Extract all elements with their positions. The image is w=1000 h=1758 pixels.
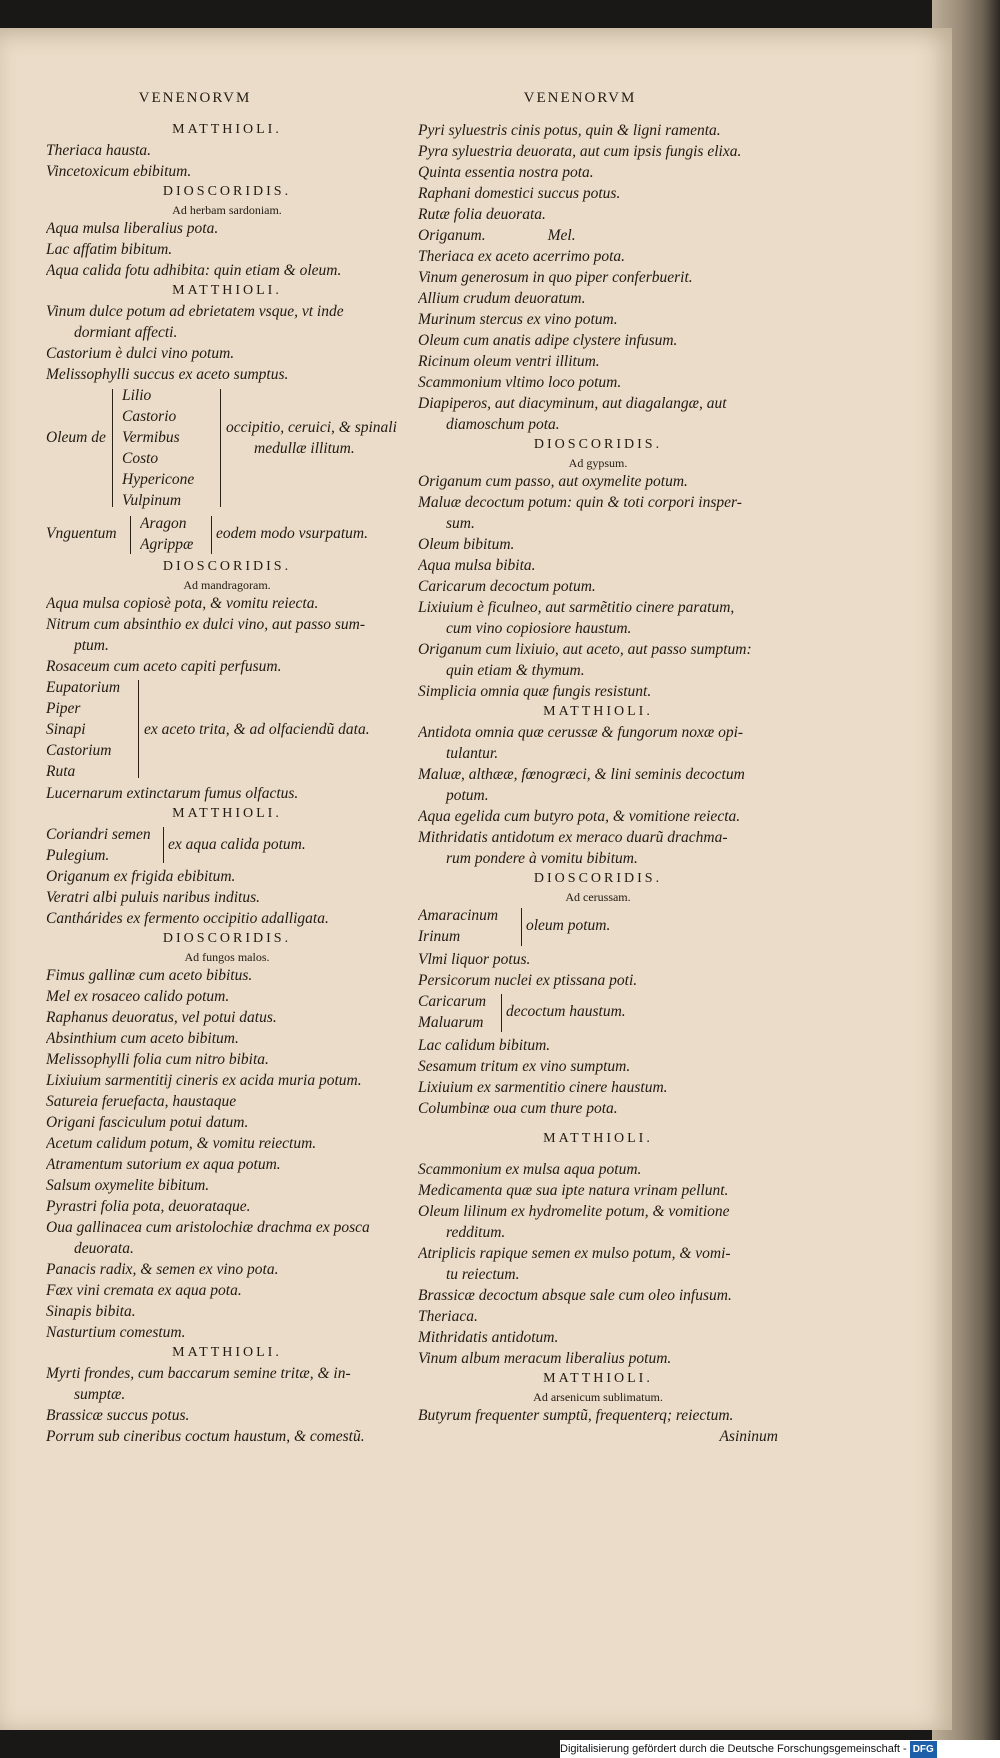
- remedy-line: Oua gallinacea cum aristolochiæ drachma ex posca: [46, 1219, 370, 1236]
- remedy-line: Persicorum nuclei ex ptissana poti.: [418, 972, 638, 989]
- remedy-line: Rosaceum cum aceto capiti perfusum.: [46, 658, 282, 675]
- remedy-line: dormiant affecti.: [74, 324, 178, 341]
- section-subheading: Ad herbam sardoniam.: [172, 203, 282, 217]
- remedy-line: Castorium è dulci vino potum.: [46, 345, 235, 362]
- remedy-line: Mithridatis antidotum ex meraco duarũ drachma-: [418, 829, 728, 846]
- brace-label: Oleum de: [46, 429, 106, 446]
- remedy-line: Rutæ folia deuorata.: [418, 206, 546, 223]
- brace-item: Agrippæ: [140, 536, 194, 553]
- remedy-line: Scammonium vltimo loco potum.: [418, 374, 622, 391]
- brace-item: Caricarum: [418, 993, 487, 1010]
- remedy-line: Origani fasciculum potui datum.: [46, 1114, 249, 1131]
- digitization-credit: [560, 1740, 1000, 1758]
- remedy-line: Origanum. Mel.: [418, 227, 576, 244]
- remedy-line: Lac calidum bibitum.: [418, 1037, 551, 1054]
- remedy-line: Vlmi liquor potus.: [418, 951, 531, 968]
- remedy-line: tulantur.: [446, 745, 499, 762]
- left-column: [46, 120, 408, 1447]
- section-heading: MATTHIOLI.: [172, 806, 282, 821]
- remedy-line: Raphani domestici succus potus.: [418, 185, 621, 202]
- remedy-line: Melissophylli succus ex aceto sumptus.: [46, 366, 289, 383]
- remedy-line: ptum.: [74, 637, 109, 654]
- remedy-line: Aqua calida fotu adhibita: quin etiam & oleum.: [46, 262, 342, 279]
- catchword: Asininum: [719, 1428, 778, 1445]
- coriandri-brace-group: [46, 824, 408, 866]
- remedy-line: Pyrastri folia pota, deuorataque.: [46, 1198, 251, 1215]
- section-heading: MATTHIOLI.: [172, 283, 282, 298]
- remedy-line: Aqua mulsa copiosè pota, & vomitu reiecta.: [46, 595, 319, 612]
- remedy-line: Porrum sub cineribus coctum haustum, & comestũ.: [46, 1428, 365, 1445]
- section-heading: MATTHIOLI.: [543, 704, 653, 719]
- brace-item: Amaracinum: [418, 907, 499, 924]
- remedy-line: Vinum album meracum liberalius potum.: [418, 1350, 672, 1367]
- brace-result: eodem modo vsurpatum.: [216, 525, 368, 542]
- remedy-line: Myrti frondes, cum baccarum semine tritæ, & in-: [46, 1365, 351, 1382]
- remedy-line: Allium crudum deuoratum.: [418, 290, 586, 307]
- left-brace: [130, 516, 136, 554]
- remedy-line: Oleum cum anatis adipe clystere infusum.: [418, 332, 678, 349]
- remedy-line: Melissophylli folia cum nitro bibita.: [46, 1051, 269, 1068]
- right-brace: [516, 908, 522, 946]
- remedy-line: Simplicia omnia quæ fungis resistunt.: [418, 683, 652, 700]
- right-brace: [214, 389, 221, 507]
- brace-item: Lilio: [122, 387, 152, 404]
- remedy-line: quin etiam & thymum.: [446, 662, 585, 679]
- remedy-line: Oleum bibitum.: [418, 536, 515, 553]
- brace-result: decoctum haustum.: [506, 1003, 626, 1020]
- remedy-line: Lucernarum extinctarum fumus olfactus.: [46, 785, 299, 802]
- remedy-line: Atramentum sutorium ex aqua potum.: [46, 1156, 281, 1173]
- remedy-line: rum pondere à vomitu bibitum.: [446, 850, 638, 867]
- remedy-line: Lixiuium è ficulneo, aut sarmẽtitio cinere paratum,: [418, 599, 735, 616]
- remedy-line: diamoschum pota.: [446, 416, 560, 433]
- remedy-line: Nasturtium comestum.: [46, 1324, 186, 1341]
- remedy-line: Scammonium ex mulsa aqua potum.: [418, 1161, 642, 1178]
- brace-item: Castorium: [46, 742, 112, 759]
- remedy-line: Oleum lilinum ex hydromelite potum, & vomitione: [418, 1203, 730, 1220]
- remedy-line: sum.: [446, 515, 475, 532]
- remedy-line: Antidota omnia quæ cerussæ & fungorum noxæ opi-: [418, 724, 744, 741]
- remedy-line: Absinthium cum aceto bibitum.: [46, 1030, 239, 1047]
- brace-item: Vermibus: [122, 429, 180, 446]
- remedy-line: Aqua mulsa liberalius pota.: [46, 220, 219, 237]
- remedy-line: Origanum cum lixiuio, aut aceto, aut passo sumptum:: [418, 641, 752, 658]
- remedy-line: Fæx vini cremata ex aqua pota.: [46, 1282, 242, 1299]
- remedy-line: Panacis radix, & semen ex vino pota.: [46, 1261, 279, 1278]
- remedy-line: Lixiuium ex sarmentitio cinere haustum.: [418, 1079, 668, 1096]
- remedy-line: Maluæ, althææ, fœnogræci, & lini seminis decoctum: [418, 766, 745, 783]
- remedy-line: Veratri albi puluis naribus inditus.: [46, 889, 261, 906]
- running-head-right: VENENORVM: [523, 90, 637, 106]
- section-subheading: Ad arsenicum sublimatum.: [533, 1390, 663, 1404]
- section-heading: DIOSCORIDIS.: [162, 559, 292, 574]
- remedy-line: Murinum stercus ex vino potum.: [418, 311, 618, 328]
- remedy-line: Medicamenta quæ sua ipte natura vrinam pellunt.: [418, 1182, 729, 1199]
- oleum-brace-group: [46, 385, 408, 513]
- remedy-line: Raphanus deuoratus, vel potui datus.: [46, 1009, 277, 1026]
- section-heading: MATTHIOLI.: [172, 1345, 282, 1360]
- section-heading: MATTHIOLI.: [543, 1371, 653, 1386]
- brace-item: Hypericone: [122, 471, 195, 488]
- remedy-line: Pyri syluestris cinis potus, quin & ligni ramenta.: [418, 122, 721, 139]
- remedy-line: Satureia feruefacta, haustaque: [46, 1093, 237, 1110]
- brace-result: ex aceto trita, & ad olfaciendũ data.: [144, 721, 370, 738]
- credit-text: Digitalisierung gefördert durch die Deutsche Forschungsgemeinschaft -: [560, 1743, 907, 1755]
- remedy-line: sumptæ.: [74, 1386, 126, 1403]
- section-subheading: Ad gypsum.: [568, 456, 628, 470]
- brace-item: Ruta: [46, 763, 76, 780]
- remedy-line: Caricarum decoctum potum.: [418, 578, 596, 595]
- brace-item: Costo: [122, 450, 159, 467]
- brace-item: Sinapi: [46, 721, 86, 738]
- remedy-line: Salsum oxymelite bibitum.: [46, 1177, 210, 1194]
- left-brace: [112, 389, 119, 507]
- remedy-line: Ricinum oleum ventri illitum.: [418, 353, 600, 370]
- brace-item: Aragon: [140, 515, 187, 532]
- remedy-line: Aqua mulsa bibita.: [418, 557, 536, 574]
- remedy-line: Atriplicis rapique semen ex mulso potum, & vomi-: [418, 1245, 731, 1262]
- book-page: [0, 28, 952, 1730]
- section-heading: MATTHIOLI.: [543, 1131, 653, 1146]
- section-heading: DIOSCORIDIS.: [162, 931, 292, 946]
- remedy-line: Brassicæ succus potus.: [46, 1407, 190, 1424]
- remedy-line: Butyrum frequenter sumptũ, frequenterq; reiectum.: [418, 1407, 734, 1424]
- remedy-line: Theriaca ex aceto acerrimo pota.: [418, 248, 626, 265]
- right-brace: [206, 516, 212, 554]
- remedy-line: Theriaca hausta.: [46, 142, 152, 159]
- brace-result: medullæ illitum.: [254, 440, 355, 457]
- remedy-line: Mithridatis antidotum.: [418, 1329, 559, 1346]
- remedy-line: Sesamum tritum ex vino sumptum.: [418, 1058, 631, 1075]
- brace-result: occipitio, ceruici, & spinali: [226, 419, 397, 436]
- brace-item: Maluarum: [418, 1014, 484, 1031]
- remedy-line: Origanum ex frigida ebibitum.: [46, 868, 236, 885]
- brace-item: Piper: [46, 700, 81, 717]
- section-subheading: Ad cerussam.: [565, 890, 631, 904]
- remedy-line: Theriaca.: [418, 1308, 478, 1325]
- brace-item: Coriandri semen: [46, 826, 151, 843]
- right-brace: [496, 994, 502, 1032]
- remedy-line: Quinta essentia nostra pota.: [418, 164, 594, 181]
- amaracinum-brace-group: [418, 905, 778, 949]
- remedy-line: Lixiuium sarmentitij cineris ex acida muria potum.: [46, 1072, 362, 1089]
- remedy-line: cum vino copiosiore haustum.: [446, 620, 632, 637]
- section-heading: DIOSCORIDIS.: [533, 871, 663, 886]
- remedy-line: potum.: [446, 787, 489, 804]
- running-head-left: VENENORVM: [138, 90, 252, 106]
- remedy-line: redditum.: [446, 1224, 506, 1241]
- brace-result: ex aqua calida potum.: [168, 836, 306, 853]
- remedy-line: Pyra syluestria deuorata, aut cum ipsis fungis elixa.: [418, 143, 742, 160]
- remedy-line: Origanum cum passo, aut oxymelite potum.: [418, 473, 688, 490]
- remedy-line: Maluæ decoctum potum: quin & toti corpori insper-: [418, 494, 742, 511]
- section-subheading: Ad fungos malos.: [184, 950, 270, 964]
- section-subheading: Ad mandragoram.: [183, 578, 271, 592]
- remedy-line: Columbinæ oua cum thure pota.: [418, 1100, 618, 1117]
- brace-item: Eupatorium: [46, 679, 121, 696]
- brace-item: Castorio: [122, 408, 177, 425]
- remedy-line: Nitrum cum absinthio ex dulci vino, aut passo sum-: [46, 616, 366, 633]
- remedy-line: Aqua egelida cum butyro pota, & vomitione reiecta.: [418, 808, 741, 825]
- remedy-line: Canthárides ex fermento occipitio adalligata.: [46, 910, 329, 927]
- unguentum-brace-group: [46, 513, 408, 557]
- brace-item: Irinum: [418, 928, 461, 945]
- remedy-line: Vinum generosum in quo piper conferbuerit.: [418, 269, 693, 286]
- remedy-line: Brassicæ decoctum absque sale cum oleo infusum.: [418, 1287, 732, 1304]
- right-brace: [158, 827, 164, 863]
- eupatorium-brace-group: [46, 677, 408, 783]
- remedy-line: Diapiperos, aut diacyminum, aut diagalangæ, aut: [418, 395, 727, 412]
- remedy-line: deuorata.: [74, 1240, 134, 1257]
- remedy-line: tu reiectum.: [446, 1266, 520, 1283]
- remedy-line: Vinum dulce potum ad ebrietatem vsque, vt inde: [46, 303, 344, 320]
- brace-item: Vulpinum: [122, 492, 182, 509]
- remedy-line: Fimus gallinæ cum aceto bibitus.: [46, 967, 253, 984]
- dfg-logo: DFG: [910, 1741, 937, 1758]
- brace-label: Vnguentum: [46, 525, 117, 542]
- section-heading: DIOSCORIDIS.: [533, 437, 663, 452]
- right-column: [418, 120, 778, 1447]
- section-heading: MATTHIOLI.: [172, 122, 282, 137]
- remedy-line: Lac affatim bibitum.: [46, 241, 173, 258]
- remedy-line: Vincetoxicum ebibitum.: [46, 163, 192, 180]
- caricarum-brace-group: [418, 991, 778, 1035]
- brace-item: Pulegium.: [46, 847, 110, 864]
- remedy-line: Acetum calidum potum, & vomitu reiectum.: [46, 1135, 317, 1152]
- remedy-line: Mel ex rosaceo calido potum.: [46, 988, 230, 1005]
- remedy-line: Sinapis bibita.: [46, 1303, 136, 1320]
- section-heading: DIOSCORIDIS.: [162, 184, 292, 199]
- right-brace: [132, 680, 139, 778]
- brace-result: oleum potum.: [526, 917, 611, 934]
